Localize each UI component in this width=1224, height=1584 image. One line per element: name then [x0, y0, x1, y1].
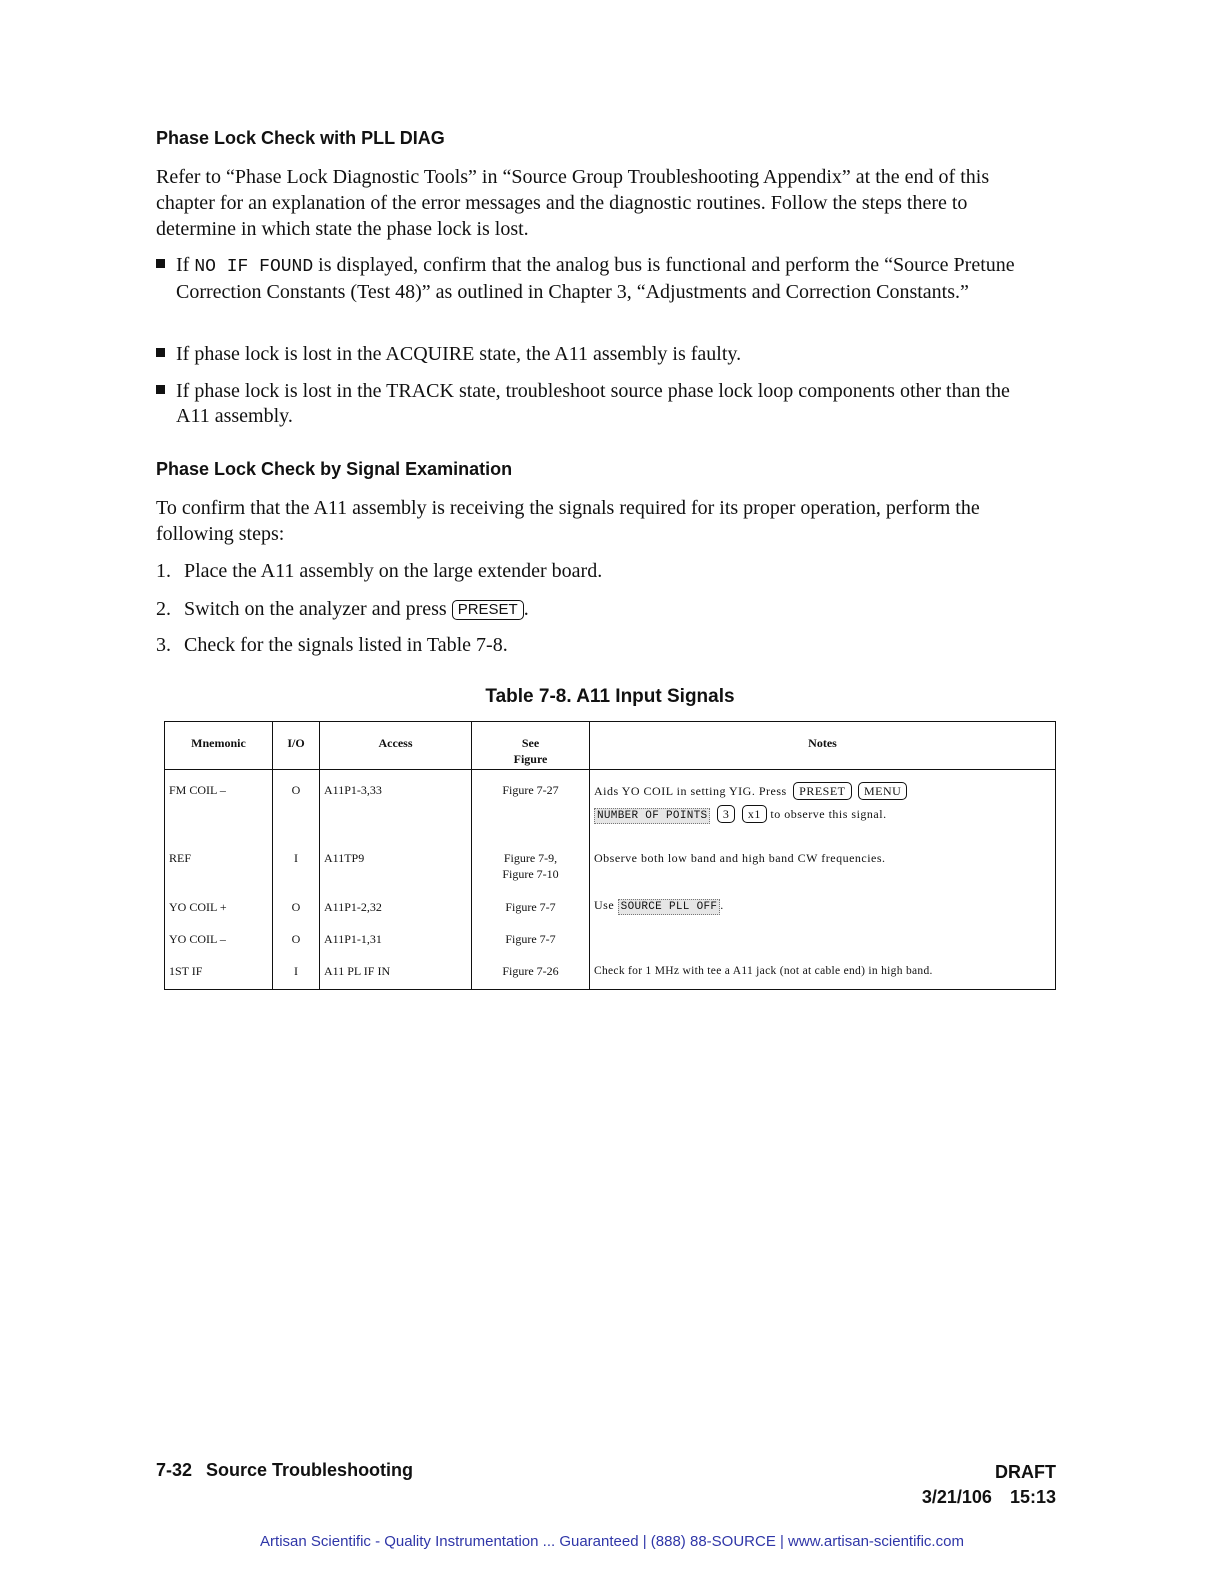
step-2 [156, 596, 529, 622]
section-heading-pll-diag: Phase Lock Check with PLL DIAG [156, 128, 445, 148]
cell-access: A11P1-1,31 [320, 927, 472, 959]
header-figure: Figure [513, 752, 548, 766]
step-number: 1. [156, 560, 171, 582]
cell-mnemonic: YO COIL + [165, 895, 273, 927]
page-number: 7-32 [156, 1460, 193, 1480]
cell-notes: Observe both low band and high band CW frequencies. [590, 846, 1056, 895]
cell-io: I [273, 846, 320, 895]
menu-key: MENU [858, 782, 907, 800]
cell-mnemonic: FM COIL – [165, 770, 273, 847]
cell-figure: Figure 7-26 [472, 959, 590, 990]
cell-mnemonic: REF [165, 846, 273, 895]
signals-table [164, 721, 1056, 990]
cell-io: O [273, 927, 320, 959]
header-access: Access [320, 722, 472, 770]
cell-figure [472, 846, 590, 895]
bullet-square-icon [156, 259, 165, 268]
bullet1-post: is displayed, confirm that the analog bus is functional and perform the “Source Pretune Correction Constants (Test 48)” as outlined in Chapter 3, “Adjustments and Correction Constants.” [176, 254, 1015, 303]
number-of-points-softkey: NUMBER OF POINTS [594, 808, 710, 824]
bullet-text: If phase lock is lost in the ACQUIRE state, the A11 assembly is faulty. [176, 343, 742, 365]
cell-io: O [273, 770, 320, 847]
cell-access: A11P1-3,33 [320, 770, 472, 847]
cell-mnemonic: 1ST IF [165, 959, 273, 990]
table-row [165, 770, 1056, 847]
figure-line-1: Figure 7-9, [503, 851, 558, 865]
section1-intro: Refer to “Phase Lock Diagnostic Tools” in “Source Group Troubleshooting Appendix” at the end of this chapter for an explanation of the error messages and the diagnostic routines. Follow the steps there to determine in which state the phase lock is lost. [156, 166, 990, 240]
draft-label: DRAFT [995, 1462, 1056, 1482]
notes-text-end: . [720, 898, 724, 912]
table-header-row [165, 722, 1056, 770]
table-row [165, 927, 1056, 959]
footer-date-time [922, 1485, 1056, 1510]
table-row [165, 846, 1056, 895]
header-mnemonic: Mnemonic [165, 722, 273, 770]
section2-intro: To confirm that the A11 assembly is receiving the signals required for its proper operation, perform the following steps: [156, 497, 980, 545]
page-footer-left [156, 1460, 413, 1481]
step-text: Check for the signals listed in Table 7-8. [184, 634, 508, 656]
bullet-square-icon [156, 385, 165, 394]
cell-access: A11 PL IF IN [320, 959, 472, 990]
cell-notes [590, 895, 1056, 927]
table-caption: Table 7-8. A11 Input Signals [485, 686, 735, 707]
cell-notes [590, 927, 1056, 959]
digit-3-key: 3 [717, 805, 736, 823]
bullet1-pre: If [176, 254, 195, 276]
source-pll-off-softkey: SOURCE PLL OFF [618, 899, 721, 915]
x1-key: x1 [742, 805, 767, 823]
cell-io: I [273, 959, 320, 990]
cell-io: O [273, 895, 320, 927]
cell-notes [590, 770, 1056, 847]
bullet-text: If phase lock is lost in the TRACK state, troubleshoot source phase lock loop components other than the A11 assembly. [176, 380, 1010, 427]
step-text: Switch on the analyzer and press [184, 598, 452, 620]
step-number: 3. [156, 634, 171, 656]
bullet-text [176, 253, 1036, 305]
page-footer-right [922, 1460, 1056, 1510]
cell-figure: Figure 7-7 [472, 927, 590, 959]
artisan-banner-link[interactable]: Artisan Scientific - Quality Instrumentation ... Guaranteed | (888) 88-SOURCE | www.artisan-scientific.com [260, 1533, 964, 1550]
footer-date: 3/21/106 [921, 1487, 992, 1507]
table-row [165, 895, 1056, 927]
cell-notes: Check for 1 MHz with tee a A11 jack (not at cable end) in high band. [590, 959, 1056, 990]
bullet-square-icon [156, 348, 165, 357]
no-if-found-message: NO IF FOUND [194, 257, 314, 277]
cell-access: A11TP9 [320, 846, 472, 895]
header-io: I/O [273, 722, 320, 770]
preset-key: PRESET [793, 782, 851, 800]
footer-time: 15:13 [1009, 1487, 1056, 1507]
notes-text: Aids YO COIL in setting YIG. Press [594, 784, 787, 798]
notes-text: Use [594, 898, 615, 912]
cell-figure: Figure 7-27 [472, 770, 590, 847]
header-notes: Notes [590, 722, 1056, 770]
table-row [165, 959, 1056, 990]
cell-mnemonic: YO COIL – [165, 927, 273, 959]
step-1 [156, 558, 602, 584]
header-see: See [521, 736, 540, 750]
step-3 [156, 632, 508, 658]
footer-section-title: Source Troubleshooting [206, 1460, 414, 1480]
notes-text-end: to observe this signal. [770, 807, 887, 821]
step-text-end: . [523, 598, 529, 620]
preset-key: PRESET [452, 600, 524, 620]
cell-figure: Figure 7-7 [472, 895, 590, 927]
figure-line-2: Figure 7-10 [502, 867, 559, 881]
header-see-figure [472, 722, 590, 770]
section-heading-signal-exam: Phase Lock Check by Signal Examination [156, 459, 513, 479]
step-number: 2. [156, 598, 171, 620]
cell-access: A11P1-2,32 [320, 895, 472, 927]
step-text: Place the A11 assembly on the large extender board. [184, 560, 603, 582]
